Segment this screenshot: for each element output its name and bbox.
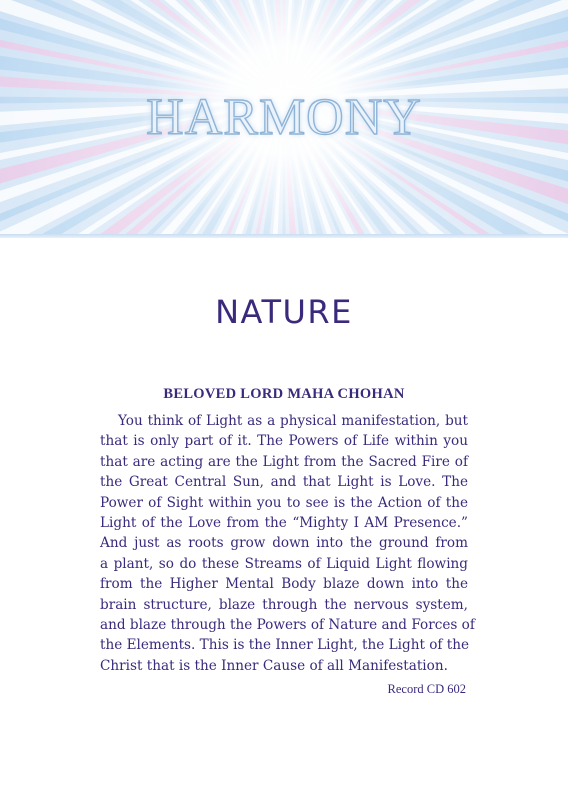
quote-line: the Great Central Sun, and that Light is Love. The [100, 474, 468, 491]
topic-title: NATURE [215, 293, 353, 331]
quote-line: that are acting are the Light from the Sacred Fire of [100, 453, 468, 470]
quote-line: the Elements. This is the Inner Light, the Light of the [100, 637, 470, 654]
source-reference: Record CD 602 [387, 682, 466, 696]
quote-line: You think of Light as a physical manifestation, but [118, 413, 468, 429]
quote-line: that is only part of it. The Powers of Life within you [100, 433, 468, 450]
banner-title: HARMONY [146, 89, 422, 146]
quote-line: a plant, so do these Streams of Liquid Light flowing [100, 555, 468, 572]
quote-line: and blaze through the Powers of Nature and Forces of [100, 617, 475, 634]
quote-line: Light of the Love from the “Mighty I AM Presence.” [100, 515, 468, 532]
quote-line: brain structure, blaze through the nervous system, [100, 596, 468, 613]
banner-divider [0, 234, 568, 238]
quote-body [100, 411, 475, 676]
quote-line: Power of Sight within you to see is the Action of the [100, 494, 468, 511]
quote-line: And just as roots grow down into the ground from [100, 535, 468, 552]
quote-line: from the Higher Mental Body blaze down into the [100, 576, 468, 593]
speaker-heading: BELOVED LORD MAHA CHOHAN [163, 386, 405, 402]
quote-line: Christ that is the Inner Cause of all Manifestation. [100, 657, 448, 674]
sunburst-banner [0, 0, 568, 238]
